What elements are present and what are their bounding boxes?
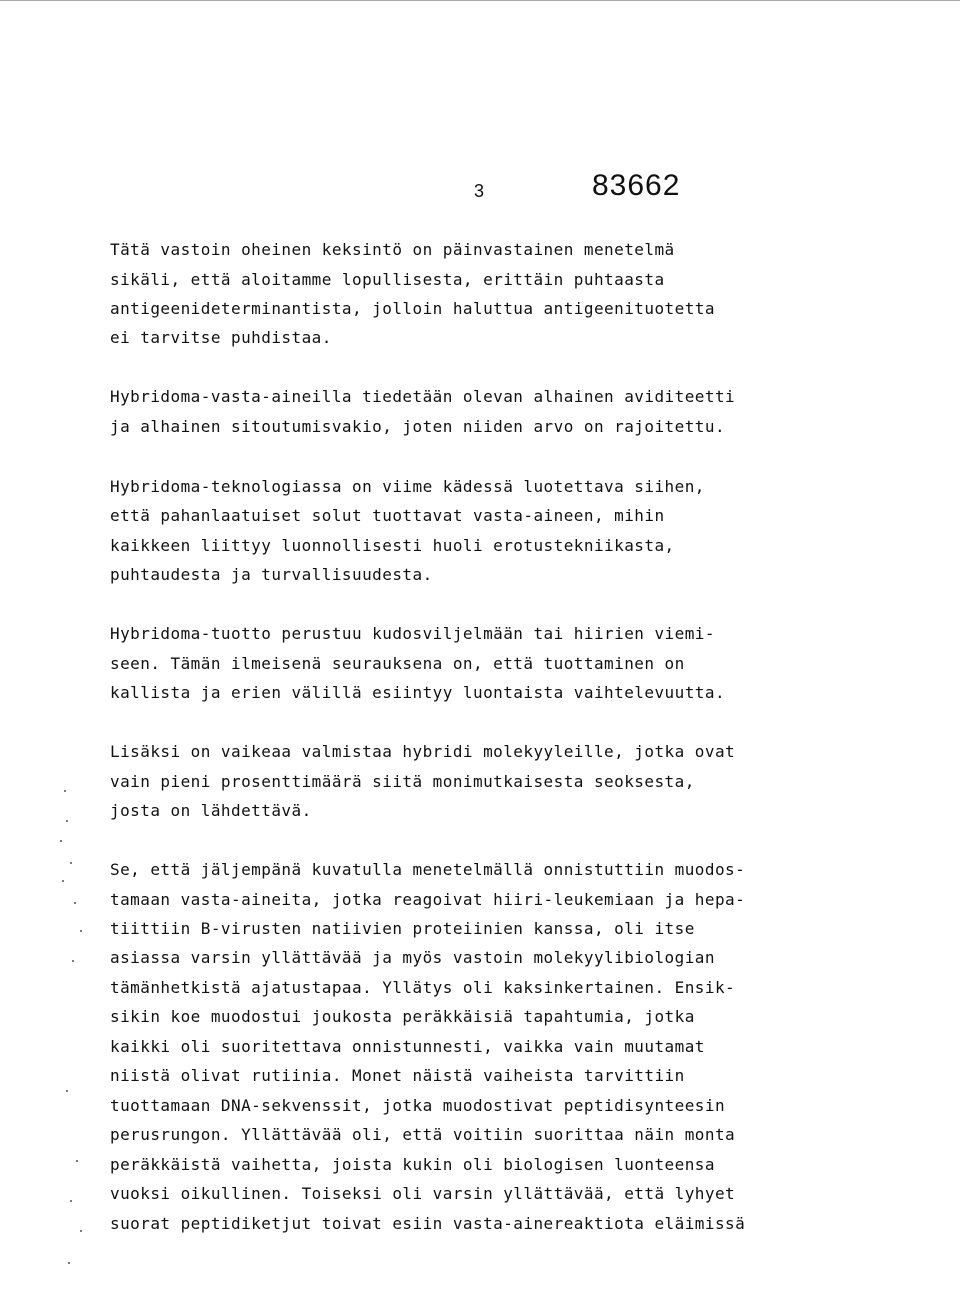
text-line: puhtaudesta ja turvallisuudesta.: [110, 565, 433, 584]
text-line: josta on lähdettävä.: [110, 801, 312, 820]
scan-speck: [76, 1160, 78, 1162]
text-line: antigeenideterminantista, jolloin haluttua antigeenituotetta: [110, 299, 715, 318]
text-line: tuottamaan DNA-sekvenssit, jotka muodostivat peptidisynteesin: [110, 1096, 726, 1115]
text-line: sikin koe muodostui joukosta peräkkäisiä tapahtumia, jotka: [110, 1007, 695, 1026]
text-line: tamaan vasta-aineita, jotka reagoivat hiiri-leukemiaan ja hepa-: [110, 890, 746, 909]
text-line: tiittiin B-virusten natiivien proteiinien kanssa, oli itse: [110, 919, 695, 938]
scan-speck: [64, 790, 66, 792]
scan-speck: [70, 1200, 72, 1202]
text-line: peräkkäistä vaihetta, joista kukin oli biologisen luonteensa: [110, 1155, 715, 1174]
text-line: seen. Tämän ilmeisenä seurauksena on, että tuottaminen on: [110, 654, 685, 673]
text-line: asiassa varsin yllättävää ja myös vastoin molekyylibiologian: [110, 948, 715, 967]
text-line: kallista ja erien välillä esiintyy luontaista vaihtelevuutta.: [110, 683, 726, 702]
text-line: vuoksi oikullinen. Toiseksi oli varsin yllättävää, että lyhyet: [110, 1184, 736, 1203]
text-line: ja alhainen sitoutumisvakio, joten niiden arvo on rajoitettu.: [110, 417, 726, 436]
text-line: kaikki oli suoritettava onnistunnesti, vaikka vain muutamat: [110, 1037, 705, 1056]
text-line: ei tarvitse puhdistaa.: [110, 328, 332, 347]
text-line: niistä olivat rutiinia. Monet näistä vaiheista tarvittiin: [110, 1066, 685, 1085]
scan-speck: [74, 902, 76, 904]
page-number: 3: [474, 181, 485, 201]
scan-speck: [66, 820, 68, 822]
text-line: Lisäksi on vaikeaa valmistaa hybridi molekyyleille, jotka ovat: [110, 742, 736, 761]
text-line: Tätä vastoin oheinen keksintö on päinvastainen menetelmä: [110, 240, 675, 259]
text-line: Hybridoma-tuotto perustuu kudosviljelmään tai hiirien viemi-: [110, 624, 715, 643]
scan-speck: [80, 1230, 82, 1232]
text-line: perusrungon. Yllättävää oli, että voitiin suorittaa näin monta: [110, 1125, 736, 1144]
text-line: tämänhetkistä ajatustapaa. Yllätys oli kaksinkertainen. Ensik-: [110, 978, 736, 997]
top-scan-rule: [0, 0, 960, 3]
text-line: Se, että jäljempänä kuvatulla menetelmällä onnistuttiin muodos-: [110, 860, 746, 879]
text-line: sikäli, että aloitamme lopullisesta, erittäin puhtaasta: [110, 270, 665, 289]
document-number: 83662: [592, 169, 681, 202]
text-line: että pahanlaatuiset solut tuottavat vasta-aineen, mihin: [110, 506, 665, 525]
scan-speck: [68, 1262, 70, 1264]
scan-speck: [72, 960, 74, 962]
text-line: Hybridoma-teknologiassa on viime kädessä luotettava siihen,: [110, 477, 705, 496]
scan-speck: [66, 1090, 68, 1092]
text-line: suorat peptidiketjut toivat esiin vasta-ainereaktiota eläimissä: [110, 1214, 746, 1233]
scan-speck: [62, 880, 64, 882]
text-line: kaikkeen liittyy luonnollisesti huoli erotustekniikasta,: [110, 536, 675, 555]
text-line: vain pieni prosenttimäärä siitä monimutkaisesta seoksesta,: [110, 772, 695, 791]
text-line: Hybridoma-vasta-aineilla tiedetään olevan alhainen aviditeetti: [110, 387, 736, 406]
scan-speck: [80, 930, 82, 932]
scan-speck: [60, 840, 62, 842]
scan-speck: [70, 862, 72, 864]
